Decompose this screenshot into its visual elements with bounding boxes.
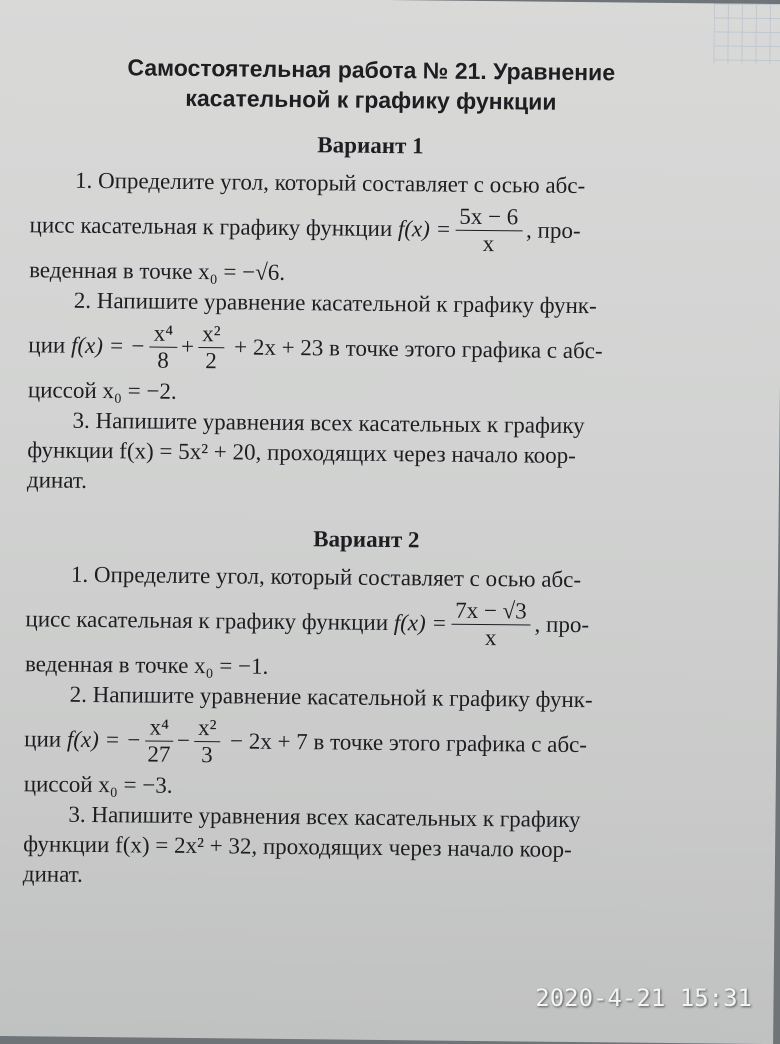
fraction: $\frac{\text{x²}}{3}$ <box>194 715 221 768</box>
variant-1-task-3: 3. Напишите уравнения всех касательных к графику функции f(x) = 5x² + 20, проходящих через начало коор- динат. <box>26 407 585 493</box>
page-content <box>23 51 712 896</box>
fraction: $\frac{7x - √3}{x}$ <box>451 597 531 651</box>
variant-2-task-3: 3. Напишите уравнения всех касательных к графику функции f(x) = 2x² + 32, проходящих через начало коор- динат. <box>22 801 581 887</box>
variant-1-heading: Вариант 1 <box>317 132 424 159</box>
variant-2-task-2: 2. Напишите уравнение касательной к графику функ- ции f(x) = − $\frac{\text{x⁴}}{27}$ − $\frac{\text{x²}}{3}$ − 2x + 7 в точке этого графика с абс- циссой x₀ = −3. <box>23 681 593 798</box>
grid-paper-corner <box>713 3 780 64</box>
fraction: $\frac{\text{x⁴}}{8}$ <box>149 320 177 373</box>
fraction: $\frac{\text{x²}}{2}$ <box>198 321 225 374</box>
variant-2-task-1: 1. Определите угол, который составляет с осью абс- цисс касательная к графику функции f(x) = $\frac{7x - √3}{x}$ , про- веденная в точке x₀ = −1. <box>24 561 590 679</box>
fraction: $\frac{\text{x⁴}}{27}$ <box>145 714 173 767</box>
page-title: Самостоятельная работа № 21. Уравнение касательной к графику функции <box>127 54 616 115</box>
variant-2-heading: Вариант 2 <box>313 526 420 553</box>
fraction: $\frac{5x - 6}{x}$ <box>455 203 523 257</box>
variant-1-task-1: 1. Определите угол, который составляет с осью абс- цисс касательная к графику функции f(x) = $\frac{5x - 6}{x}$ , про- веденная в точке x₀ = −√6. <box>29 167 586 285</box>
photo-timestamp: 2020-4-21 15:31 <box>535 984 752 1012</box>
variant-1-task-2: 2. Напишите уравнение касательной к графику функ- ции f(x) = − $\frac{\text{x⁴}}{8}$ + $\frac{\text{x²}}{2}$ + 2x + 23 в точке этого графика с абс- циссой x₀ = −2. <box>27 287 603 404</box>
